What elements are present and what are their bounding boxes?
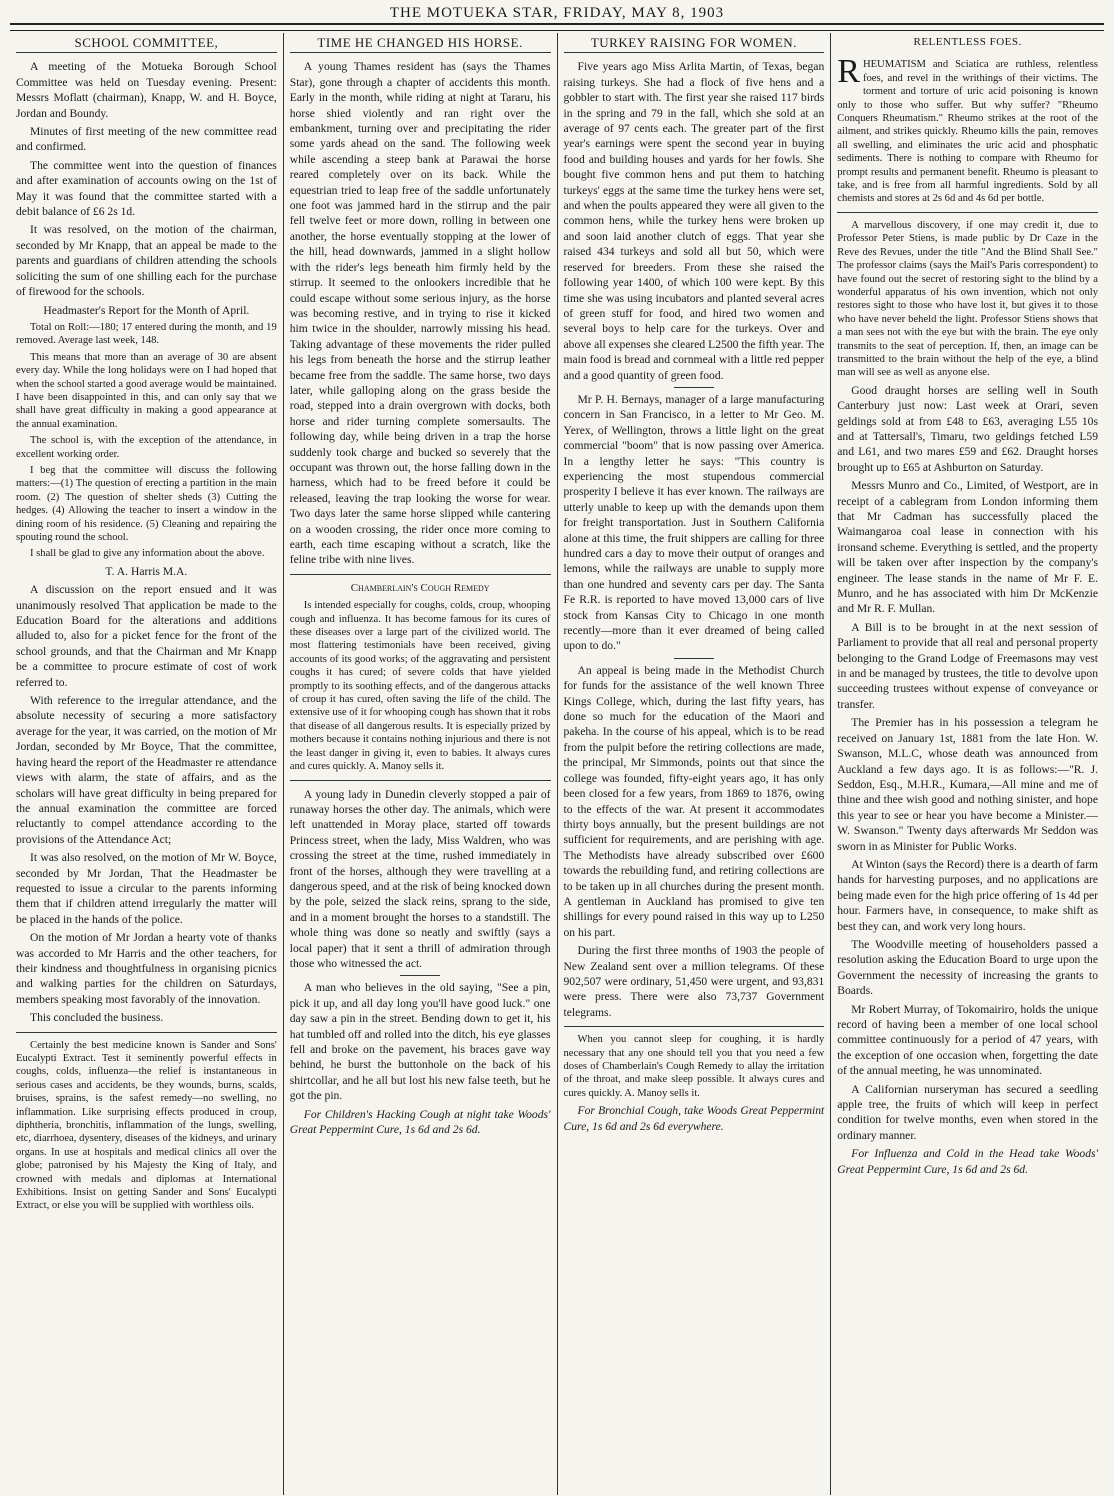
article-paragraph: Messrs Munro and Co., Limited, of Westport, are in receipt of a cablegram from London informing them that Mr Cadman has successfully placed the Waimangaroa coal lease in connection with his ironsand scheme. Everything is settled, and the property will be taken over after inspection by the company's engineer. The lease stands in the name of Mr F. E. Munro, and he has associated with him Dr McKenzie and Mr R. F. Mullan. [837,479,1098,616]
columns [10,33,1104,1495]
report-signature: T. A. Harris M.A. [105,564,188,578]
short-divider [400,975,440,976]
article-paragraph: A man who believes in the old saying, "See a pin, pick it up, and all day long you'll have good luck." one day saw a pin in the street. Bending down to get it, his hat tumbled off and rolled into the ditch, his eye glasses fell and broke on the pavement, his braces gave way behind, he burst the buttonhole on the back of his shirtcollar, and he all but lost his new false teeth, but he got the pin. [289,981,551,1103]
rheumo-advertisement [837,53,1098,205]
article-paragraph: The Woodville meeting of householders passed a resolution asking the Education Board to urge upon the Government the necessity of increasing the grants to Boards. [837,937,1098,998]
article-paragraph: At Winton (says the Record) there is a dearth of farm hands for harvesting purposes, and no applications are being made even for the high price offering of 1s 4d per hour. Farmers have, in consequence, to make shift as best they can, and work very long hours. [837,857,1098,933]
rheumo-text: HEUMATISM and Sciatica are ruthless, relentless foes, and revel in the writhings of their victims. The torment and torture of uric acid poisoning is known only to those who suffer. But why suffer? "Rheumo Conquers Rheumatism." Rheumo strikes at the root of the ailment, and strikes quickly. Rheumo kills the pain, removes all swelling, and eliminates the uric acid and phosphatic sediments. There is nothing to compare with Rheumo for prompt results and permanent benefit. Rheumo is pleasant to take, and is free from all harmful ingredients. Sold by all chemists and stores at 2s 6d and 4s 6d per bottle. [837,59,1098,205]
article-paragraph: Five years ago Miss Arlita Martin, of Texas, began raising turkeys. She had a flock of five hens and a gobbler to start with. The first year she raised 117 birds in the spring and 79 in the fall, which she sold at an average of 97 cents each. The greater part of the first year's earnings were spent the second year in buying food and building houses and yards for her fowls. She bought five common hens and put them to hatching turkeys' eggs at the same time the turkey hens were set, and when the poults appeared they were all given to the common hens, while the turkey hens were broken up and soon laid another clutch of eggs. That year she raised 434 turkeys and sold all but 50, which were reserved for breeders. From these she raised the following year 1400, of which 100 were kept. By this time she was using incubators and planted several acres of green stuff for food, and hired two women and several boys to help care for the turkeys. Over and above all expenses she cleared L2500 the fifth year. The main food is bread and cornmeal with a little red pepper and a good quantity of green food. [563,60,825,382]
column-3 [557,33,831,1495]
column-4 [830,33,1104,1495]
cough-remedy-advertisement: When you cannot sleep for coughing, it is hardly necessary that any one should tell you that you need a few doses of Chamberlain's Cough Remedy to allay the irritation of the throat, and make sleep possible. It always cures and cures quickly. A. Manoy sells it. [563,1034,825,1099]
article-paragraph: Minutes of first meeting of the new committee read and confirmed. [16,125,277,154]
article-paragraph: A young Thames resident has (says the Thames Star), gone through a chapter of accidents this month. Early in the month, while riding at night at Tararu, his horse shied violently and ran right over the embankment, turning over and precipitating the rider some yards ahead on the sand. The following week while ascending a steep bank at Parawai the horse reared completely over on its back. While the equestrian tried to leap free of the saddle unfortunately one foot was jammed hard in the stirrup and the pair fell twelve feet or more down, rolling in between one another, the horse eventually stopping at the lower of the hill, head downwards, jammed in a slight hollow with the rider's legs beneath him firmly held by the stirrup. It seemed to the onlookers incredible that he could escape without some serious injury, as the horse was becoming restive, and in trying to rise it kicked him twice in the shoulder, narrowly missing his head. Taking advantage of these movements the rider pulled his legs from beneath the horse and the stirrup leather became free from the saddle. The same horse, two days later, while galloping along on the grass beside the road, stepped into a drain overgrown with docks, both horse and rider turning complete somersaults. The following day, while being driven in a trap the horse suddenly took charge and bucked so severely that the occupant was thrown out, the horse falling down in the harness, which had to be freed before it could be released, leaving the trap looking the worse for wear. Two days later the same horse slipped while cantering on a wooden crossing, the rider once more coming to earth, each time escaping without a scratch, like the feline tribe with nine lives. [289,60,551,567]
report-paragraph: I shall be glad to give any information about the above. [30,548,265,560]
article-paragraph: The Premier has in his possession a telegram he received on January 1st, 1881 from the late Hon. W. Swanson, M.L.C, whose death was announced from Auckland a few days ago. It is as follows:—"R. J. Seddon, Esq., M.H.R., Kumara,—All mine and me of thine and thee wish good and nothing sinister, and hope this year to see or hear you have become a Minister.—W. Swanson." Twenty days afterwards Mr Seddon was sworn in as Minister for Public Works. [837,716,1098,853]
article-paragraph: During the first three months of 1903 the people of New Zealand sent over a million telegrams. Of these 902,507 were ordinary, 51,450 were urgent, and 93,831 were press. There were also 73,737 Government telegrams. [563,944,825,1019]
peppermint-cure-notice: For Children's Hacking Cough at night take Woods' Great Peppermint Cure, 1s 6d and 2s 6d. [289,1107,551,1137]
article-paragraph: A discussion on the report ensued and it was unanimously resolved That application be made to the Education Board for the alterations and additions alluded to, also for a picket fence for the front of the school grounds, and that the Chairman and Mr Knapp be a committee to procure estimate of cost of work referred to. [16,583,277,689]
relentless-foes-heading: RELENTLESS FOES. [913,36,1022,48]
peppermint-cure-notice: For Influenza and Cold in the Head take Woods' Great Peppermint Cure, 1s 6d and 2s 6d. [837,1147,1098,1176]
short-divider [674,387,714,388]
horse-article-heading: TIME HE CHANGED HIS HORSE. [290,35,551,53]
report-paragraph: This means that more than an average of 30 are absent every day. While the long holidays were on I had hoped that when the school started a good average would be maintained. I have been disappointed in this, and can only say that we shall have great difficulty in making a good appearance at the annual examination. [16,351,277,430]
report-paragraph: The school is, with the exception of the attendance, in excellent working order. [16,435,277,460]
article-paragraph: Good draught horses are selling well in South Canterbury just now: Last week at Orari, seven geldings sold at from £48 to £63, averaging L55 10s and at Tattersall's, Timaru, two geldings fetched L59 and L61, and two mares £59 and £62. Draught horses brought up to £65 at Ashburton on Saturday. [837,383,1098,474]
article-paragraph: Mr Robert Murray, of Tokomairiro, holds the unique record of having been a member of one local school committee continuously for a period of 47 years, with the exception of one occasion when, forgetting the date of the annual meeting, he was unnominated. [837,1002,1098,1078]
article-paragraph: A Californian nurseryman has secured a seedling apple tree, the fruits of which will keep in perfect condition for twelve months, even when stored in the ordinary manner. [837,1082,1098,1142]
masthead-rule [10,23,1104,31]
divider [564,1026,825,1027]
turkey-article-heading: TURKEY RAISING FOR WOMEN. [564,35,825,53]
article-paragraph: It was also resolved, on the motion of Mr W. Boyce, seconded by Mr Jordan, That the Headmaster be requested to issue a circular to the parents informing them that if children attend irregularly the matter will be placed in the hands of the police. [16,851,277,926]
report-paragraph: I beg that the committee will discuss the following matters:—(1) The question of erecting a partition in the main room. (2) The question of shelter sheds (3) Cutting the hedges. (4) Allowing the teacher to insert a window in the dining room of his residence. (5) Cleaning and repairing the spouting round the school. [16,464,277,543]
masthead: THE MOTUEKA STAR, FRIDAY, MAY 8, 1903 [389,5,725,21]
divider [16,1032,277,1033]
school-committee-heading: SCHOOL COMMITTEE, [16,35,277,53]
cough-remedy-title: Chamberlain's Cough Remedy [350,581,490,594]
article-paragraph: A Bill is to be brought in at the next session of Parliament to provide that all real and personal property belonging to the Grand Lodge of Freemasons may vest in and be managed by trustees, the title to devolve upon succeeding trustees without expense of conveyance or transfer. [837,620,1098,711]
article-paragraph: This concluded the business. [30,1011,164,1025]
cough-remedy-advertisement: Is intended especially for coughs, colds, croup, whooping cough and influenza. It has become famous for its cures of these diseases over a large part of the civilized world. The most flattering testimonials have been received, giving accounts of its good works; of the aggravating and persistent coughs it has cured; of severe colds that have yielded promptly to its soothing effects, and of the dangerous attacks of croup it has cured, often saving the life of the child. The extensive use of it for whooping cough has shown that it robs that disease of all dangerous results. It is especially prized by mothers because it contains nothing injurious and there is not the least danger in giving it, even to babies. It always cures and cures quickly. A. Manoy sells it. [289,600,551,773]
article-paragraph: An appeal is being made in the Methodist Church for funds for the assistance of the well known Three Kings College, which, during the last fifty years, has done so much for the education of the Maori and pakeha. In the course of his appeal, which is to be read from the pulpit before the retiring collections are made, the principal, Mr Simmonds, points out that since the college was founded, fifty-eight years ago, it has only been closed for a few years, from 1869 to 1876, owing to the effects of the war. At present it accommodates thirty boys annually, but the present buildings are not sufficient for requirements, and are perishing with age. The Methodists have already subscribed over £600 towards the rebuilding fund, and retiring collections are to be taken up in all churches during the present month. A gentleman in Auckland has promised to give ten shillings for every pound raised in this way up to L250 on his part. [563,663,825,939]
eucalypti-advertisement: Certainly the best medicine known is Sander and Sons' Eucalypti Extract. Test it seminently powerful effects in coughs, colds, influenza—the relief is instantaneous in serious cases and accidents, be they wounds, burns, scalds, bruises, sprains, is the safest remedy—no swelling, no inflammation. Like surprising effects produced in croup, diphtheria, bronchitis, inflammation of the lungs, swelling, etc, diarrhoea, dysentery, diseases of the kidneys, and urinary organs. In use at hospitals and medical clinics all over the globe; patronised by his Majesty the King of Italy, and crowned with medals and diplomas at International Exhibitions. Insist on getting Sander and Sons' Eucalypti Extract, or else you will be supplied with worthless oils. [16,1039,277,1212]
divider [290,574,551,575]
column-2 [283,33,557,1495]
article-paragraph: With reference to the irregular attendance, and the absolute necessity of securing a more satisfactory average for the year, it was carried, on the motion of Mr Jordan, seconded by Mr Boyce, That the committee, having heard the report of the Headmaster re attendance views with alarm, the state of affairs, and as the scholars will have great difficulty in being prepared for the annual examination the committee are forced reluctantly to compel attendance according to the provisions of the Attendance Act; [16,694,277,846]
article-paragraph: A young lady in Dunedin cleverly stopped a pair of runaway horses the other day. The animals, which were left unattended in Moray place, started off towards Princess street, when the lady, Miss Waldren, who was crossing the street at the time, rushed immediately in front of the horses, although they were travelling at a dangerous speed, and at the risk of being knocked down by the pole, seized the slack reins, sprang to the side, and in a moment brought the horses to a standstill. The whole thing was done so neatly and swiftly (says a local paper) that it sent a thrill of admiration through those who witnessed the act. [289,787,551,970]
article-paragraph: Mr P. H. Bernays, manager of a large manufacturing concern in San Francisco, in a letter to Mr Geo. M. Yerex, of Wellington, throws a little light on the great commercial "boom" that is now passing over America. In a lengthy letter he says: "This country is experiencing the most stupendous commercial prosperity I believe it has ever known. The railways are utterly unable to keep up with the demands upon them for freight transportation. Just in Southern California alone at this time, the fruit shippers are calling for three hundred cars a day to move their output of oranges and lemons, while the railways are unable to supply more than one hundred and seventy cars per day. The Santa Fe R.R. is reported to have moved 13,000 cars of live stock from Kansas City to Chicago in one month recently—more than it ever dreamed of being called upon to do." [563,392,825,653]
article-paragraph: A meeting of the Motueka Borough School Committee was held on Tuesday evening. Present: Messrs Moflatt (chairman), Knapp, W. and H. Boyce, Jordan and Boundy. [16,60,277,120]
divider [290,780,551,781]
article-paragraph: It was resolved, on the motion of the chairman, seconded by Mr Knapp, that an appeal be made to the parents and guardians of children attending the schools soliciting the sum of one shilling each for the purchase of firewood for the schools. [16,223,277,299]
divider [837,212,1098,213]
peppermint-cure-notice: For Bronchial Cough, take Woods Great Peppermint Cure, 1s 6d and 2s 6d everywhere. [563,1104,825,1133]
column-1 [10,33,283,1495]
article-paragraph: A marvellous discovery, if one may credit it, due to Professor Peter Stiens, is made public by Dr Caze in the Reve des Revues, under the title "And the Blind Shall See." The professor claims (says the Mail's Paris correspondent) to have found out the secret of restoring sight to the blind by a wonderful apparatus of his own invention, which not only restores sight to those who have lost it, but gives it to those who have never beheld the light. Professor Stiens shows that a man sees not with the eye but with the brain. The eye only transmits to the seat of perception. If, then, an image can be transmitted to the brain without the help of the eye, a blind man will see as well as anyone else. [837,219,1098,379]
article-paragraph: The committee went into the question of finances and after examination of accounts owing on the 1st of May it was found that the committee started with a debit balance of £6 2s 1d. [16,158,277,219]
report-paragraph: Total on Roll:—180; 17 entered during the month, and 19 removed. Average last week, 148. [16,321,277,347]
short-divider [674,658,714,659]
report-title: Headmaster's Report for the Month of April. [43,303,250,317]
drop-cap: R [837,53,860,91]
article-paragraph: On the motion of Mr Jordan a hearty vote of thanks was accorded to Mr Harris and the other teachers, for their kindness and thoughtfulness in organising picnics and walking parties for the children on Saturdays, members speaking most favorably of the innovation. [16,931,277,1006]
